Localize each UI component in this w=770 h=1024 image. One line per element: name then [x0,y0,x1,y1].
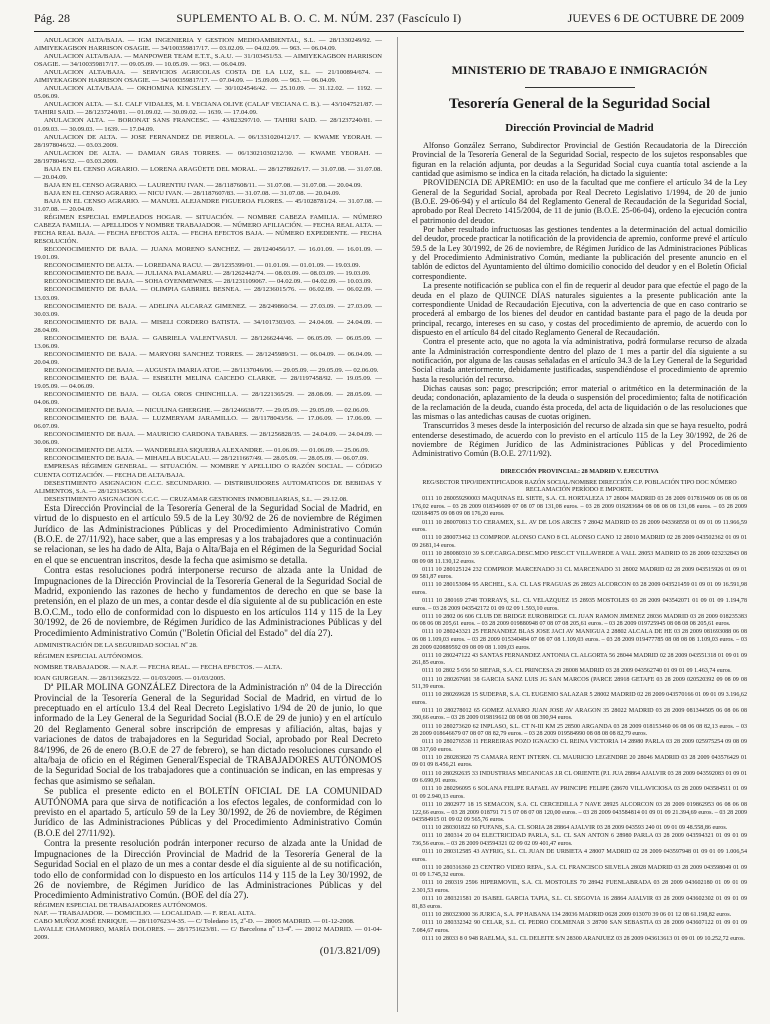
debtor-record: 0111 10 280247122 43 SANTAS FERNANDEZ ANTONIA CL ALGORTA 56 28044 MADRID 02 28 2009 043551318 01 09 01 09 261,85 euros. [412,652,747,667]
notice-paragraph: Dª PILAR MOLINA GONZÁLEZ Directora de la Administración nº 04 de la Dirección Provincial de la Tesorería General de la Seguridad Social de Madrid, en virtud de lo preceptuado en el artículo 13.4 del Real Decreto Legislativo 1/94 de 20 de junio, lo que informado de la Ley General de la Seguridad Social (B.O.E de 29 de junio) y en el artículo 20 del Reglamento General sobre inscripción de empresas y afiliación, altas, bajas y variaciones de datos de trabajadores en la Seguridad Social, aprobado por Real Decreto 84/1996, de 26 de enero (B.O.E de 27 de febrero), se han dictado resoluciones cursando el alta/baja de oficio en el Régimen General/Especial de TRABAJADORES AUTÓNOMOS de la Seguridad Social de los trabajadores que a continuación se indican, en las empresas y fechas que asimismo se señalan. [34,683,382,787]
list-item: RÉGIMEN ESPECIAL DE TRABAJADORES AUTÓNOMOS. [34,901,207,909]
list-item: RECONOCIMIENTO DE BAJA. — SOHA OYENMEWNES. — 28/1231109067. — 04.02.09. — 04.02.09. — 10.03.09. [44,278,373,286]
debtor-record: 0111 10 280314 20 04 ELECTRICIDAD PARLA, S.L. CL SAN ANTON 6 28980 PARLA 03 28 2009 043594321 01 09 01 09 736,56 euros. – 03 28 2009 043594321 02 09 02 09 401,47 euros. [412,833,747,847]
debtor-record: 0111 10 280269628 15 SUDEPAR, S.A. CL EUGENIO SALAZAR 5 28002 MADRID 02 28 2009 043570166 01 09 01 09 3.196,62 euros. [412,692,747,706]
notice-text-alzada [34,504,382,639]
list-item: RÉGIMEN ESPECIAL EMPLEADOS HOGAR. — SITUACIÓN. — NOMBRE CABEZA FAMILIA. — NÚMERO CABEZA FAMILIA. — APELLIDOS Y NOMBRE TRABAJADOR. — NÚMERO AFILIACIÓN. — FECHA REAL ALTA. — FECHA REAL BAJA. — FECHA EFECTOS ALTA. — FECHA EFECTOS BAJA. — NÚMERO EXPEDIENTE. — FECHA RESOLUCIÓN. [34,214,382,246]
debtor-record: 0111 10 280169 2748 TORRAYS, S.L. CL VELAZQUEZ 15 28935 MOSTOLES 03 28 2009 043542071 01 09 01 09 1.194,78 euros. – 03 28 2009 043542172 01 09 02 09 1.593,10 euros. [412,598,747,612]
page-header [34,11,744,32]
providencia-paragraph: Dichas causas son: pago; prescripción; error material o aritmético en la determinación de la deuda; condonación, aplazamiento de la deuda o suspensión del procedimiento; falta de notificación de la reclamación de la deuda, cuando ésta proceda, del acta de liquidación o de las resoluciones que las mismas o las antedichas causas de cuotas originen. [412,383,747,421]
debtor-record: 0111 10 2802 06 606 CLUB DE BRIDGE EUROBRIDGE CL JUAN RAMON JIMENEZ 28036 MADRID 03 28 2009 018235383 06 08 06 08 205,61 euros. – 03 28 2009 019880948 07 08 07 08 205,61 euros. – 03 28 2009 019725945 08 08 08 08 205,61 euros. [412,613,747,628]
list-item: LAVALLE CHAMORRO, MARÍA DOLORES. — 28/1751623/81. — C/ Barcelona nº 13-4º. — 28012 MADRID. — 01-04-2009. [34,925,382,941]
list-item: DESESTIMIENTO ASIGNACION C.C.C. SECUNDARIO. — DISTRIBUIDORES AUTOMATICOS DE BEBIDAS Y ALIMENTOS, S.A. — 28/123134536/3. [34,479,382,495]
list-item: RECONOCIMIENTO DE BAJA. — ADELINA ALCARAZ GIMENEZ. — 28/249860/34. — 27.03.09. — 27.03.09. — 30.03.09. [34,302,382,318]
list-item: ANULACION ALTA/BAJA. — OKHOMINA KINGSLEY. — 30/1024546/42. — 25.10.09. — 31.12.02. — 1192. — 05.06.09. [34,85,382,101]
list-item: ANULACION ALTA/BAJA. — SERVICIOS AGRICOLAS COSTA DE LA LUZ, S.L. — 21/100894/674. — AIMIYEKAGBON HARRISON OSAGIE. — 34/100359817/17. — 07.04.09. — 15.09.09. — 963. — 06.04.09. [34,69,382,85]
direccion-ejecutiva-title: DIRECCIÓN PROVINCIAL: 28 MADRID V. EJECUTIVA [500,467,659,475]
providencia-paragraph: Transcurridos 3 meses desde la interposición del recurso de alzada sin que se haya resuelto, podrá entenderse desestimado, de acuerdo con lo previsto en el artículo 115 de la Ley 30/1992, de 26 de noviembre de Régimen Jurídico de las Administraciones Públicas y del Procedimiento Administrativo Común (B.O.E. 27/11/92). [412,421,747,459]
notice-paragraph: Contra estas resoluciones podrá interponerse recurso de alzada ante la Unidad de Impugnaciones de la Dirección Provincial de la Tesorería General de la Seguridad Social de Madrid, exponiendo las razones de hecho y fundamentos de derecho en que se base la pretensión, en el plazo de un mes, a contar desde el día siguiente al de su publicación en este B.O.C.M., todo ello de conformidad con lo dispuesto en los artículos 114 y 115 de la Ley 30/1992, de 26 de noviembre, de Régimen Jurídico de las Administraciones Públicas y del Procedimiento Administrativo Común ("Boletín Oficial del Estado" del día 27). [34,566,382,639]
debtor-record: 0111 10 280278012 65 GOMEZ ALVARO JUAN JOSE AV ARAGON 35 28022 MADRID 03 28 2009 081344505 06 08 06 08 390,66 euros. – 03 28 2009 019819612 08 08 08 08 390,94 euros. [412,707,747,722]
list-item: RECONOCIMIENTO DE BAJA. — JUANA MORENO SANCHEZ. — 28/1240456/17. — 16.01.09. — 16.01.09. — 19.01.09. [34,246,382,262]
debtor-record: 0111 10 280296095 6 SOLANA FELIPE RAFAEL AV PRINCIPE FELIPE (28670 VILLAVICIOSA 03 28 2009 043584511 01 09 01 09 2.940,13 euros. [412,786,747,800]
list-item: ANULACION ALTA. — BORONAT SANS FRANCESC. — 43/823297/10. — TAHIRI SAID. — 28/1237240/81. — 01.09.03. — 30.09.03. — 1639. — 17.04.09. [34,117,382,133]
debtor-record: 0111 10 280153084 95 ARCHEL, S.A. CL LAS FRAGUAS 26 28923 ALCORCON 03 28 2009 043521459 01 09 01 09 16.591,98 euros. [412,582,747,596]
debtor-record: 0111 10 280059290003 MAQUINAS EL SIETE, S.A. CL HORTALEZA 17 28004 MADRID 03 28 2009 017819409 06 08 06 08 176,02 euros. – 03 28 2009 018346609 07 08 07 08 131,08 euros. – 03 28 2009 019283684 08 08 08 08 131,08 euros. – 03 28 2009 020184875 09 08 09 08 176,20 euros. [412,496,747,518]
direccion-title: Dirección Provincial de Madrid [505,122,654,134]
list-item: RECONOCIMIENTO DE BAJA. — GABRIELA VALENTVASUI. — 28/1266244/46. — 06.05.09. — 06.05.09. — 13.06.09. [34,334,382,350]
list-item: RECONOCIMIENTO DE BAJA. — NICULINA GHERGHE. — 28/1246638/77. — 29.05.09. — 29.05.09. — 02.06.09. [44,407,370,415]
debtor-record: 0111 10 280312585 43 AYFRIG, S.L. CL JUAN DE URBIETA 4 28007 MADRID 02 28 2009 043597948 01 09 01 09 1.006,54 euros. [412,849,747,863]
left-column [34,37,382,1009]
list-item: RECONOCIMIENTO DE BAJA. — JULIANA PALAMARU. — 28/1262442/74. — 08.03.09. — 08.03.09. — 19.03.09. [44,270,371,278]
list-item: NAF. — TRABAJADOR. — DOMICILIO. — LOCALIDAD. — F. REAL ALTA. [34,909,256,917]
list-item: RECONOCIMIENTO DE BAJA. — MAURICIO CARDONA TABARES. — 28/1256828/35. — 24.04.09. — 24.04.09. — 30.06.09. [34,431,382,447]
list-item: RECONOCIMIENTO DE BAJA. — LUZMERYAM JARAMILLO. — 28/1178043/56. — 17.06.09. — 17.06.09. — 06.07.09. [34,415,382,431]
debtor-record: 0111 10 280323000 36 JURICA, S.A. PP HABANA 134 28036 MADRID 0628 2009 013070 39 06 01 12 08 61.198,82 euros. [422,911,732,918]
debtor-records [412,496,747,943]
list-item: ANULACION DE ALTA. — DAMIAN GRAS TORRES. — 06/13021030212/30. — KWAME YEORAH. — 28/1978046/32. — 03.03.2009. [34,149,382,165]
notice-paragraph: Contra la presente resolución podrán interponer recurso de alzada ante la Unidad de Impugnaciones de la Dirección Provincial de Madrid de la Tesorería General de la Seguridad Social en el plazo de un mes a contar desde el día siguiente al de su notificación, todo ello de conformidad con lo dispuesto en los artículos 114 y 115 de la Ley 30/1992, de 26 de noviembre, de Régimen Jurídico de las Administraciones Públicas y del Procedimiento Administrativo Común. (BOE del día 27). [34,839,382,902]
list-item: BAJA EN EL CENSO AGRARIO. — LAURENTIU IVAN. — 28/1187608/11. — 31.07.08. — 31.07.08. — 20.04.09. [44,181,363,189]
list-item: RECONOCIMIENTO DE ALTA. — WANDERLEIA SIQUEIRA ALEXANDRE. — 01.06.09. — 01.06.09. — 25.06.09. [44,447,370,455]
list-item: NOMBRE TRABAJADOR. — N.A.F. — FECHA REAL. — FECHA EFECTOS. — ALTA. [34,664,283,672]
debtor-record: 0111 10 280276538 11 FERREIRAS POZO IGNACIO CL REINA VICTORIA 14 28980 PARLA 03 28 2009 025975254 09 08 09 08 317,60 euros. [412,739,747,753]
list-item: RECONOCIMIENTO DE BAJA. — ESBELTH MELINA CAICEDO CLARKE. — 28/1197458/92. — 19.05.09. — 19.05.09. — 04.06.09. [34,374,382,391]
debtor-record: 0111 10 2802977 18 15 SEMACON, S.A. CL CERCEDILLA 7 NAVE 28925 ALCORCON 03 28 2009 019862953 06 08 06 08 122,66 euros. – 03 28 2009 018791 71 5 07 08 07 08 120,00 euros. – 03 28 2009 043584814 01 09 01 09 21.394,69 euros. – 03 28 2009 043584915 01 09 02 09 565,76 euros. [412,802,747,824]
notice-list-altas-bajas [34,37,382,504]
debtor-record: 0111 10 280332342 90 CELAR, S.L. CL PEDRO COLMENAR 3 28700 SAN SEBASTIA 03 28 2009 043607122 01 09 01 09 7.084,67 euros. [412,919,747,934]
list-item: ANULACION ALTA/BAJA. — IGM INGENIERIA Y GESTION MEDIOAMBIENTAL, S.L. — 28/1330249/92. — AIMIYEKAGBON HARRISON OSAGIE. — 34/100359817/17. — 03.02.09. — 04.02.09. — 963. — 06.04.09. [34,37,382,53]
list-item: RÉGIMEN ESPECIAL AUTÓNOMOS. [34,653,143,661]
providencia-paragraph: PROVIDENCIA DE APREMIO: en uso de la facultad que me confiere el artículo 34 de la Ley General de la Seguridad Social, aprobada por Real Decreto Legislativo 1/1994, de 20 de junio (B.O.E. 29-06-94) y el artículo 84 del Reglamento General de Recaudación de la Seguridad Social, aprobado por Real Decreto 1415/2004, de 11 de junio (B.O.E. 25-06-04), ordeno la ejecución contra el patrimonio del deudor. [412,178,747,225]
edict-reference: (01/3.821/09) [319,944,380,957]
list-item: BAJA EN EL CENSO AGRARIO. — NICU IVAN. — 28/1187607/83. — 31.07.08. — 31.07.08. — 20.04.09. [44,189,341,197]
tesoreria-title: Tesorería General de la Seguridad Social [448,96,711,112]
debtor-record: 0111 10 280301822 60 FUFANS, S.A. CL SORIA 28 28864 AJALVIR 03 28 2009 043593 240 01 09 01 09 48.558,86 euros. [422,825,728,832]
debtor-record: 0111 10 280125124 232 COMPROP. MARCENADO 31 CL MARCENADO 31 28002 MADRID 02 28 2009 043515926 01 09 01 09 581,87 euros. [412,566,747,581]
debtor-record: 0111 10 280073462 13 COMPROP. ALONSO CANO 8 CL ALONSO CANO 12 28010 MADRID 02 28 2009 043502362 01 09 01 09 2681,14 euros. [412,535,747,549]
providencia-paragraph: La presente notificación se publica con el fin de requerir al deudor para que efectúe el pago de la deuda en el plazo de QUINCE DÍAS naturales siguientes a la presente publicación ante la correspondiente Unidad de Recaudación Ejecutiva, con la advertencia de que en caso contrario se procederá al embargo de los bienes del deudor en cantidad bastante para el pago de la deuda por principal, recargo, intereses en su caso, y costas del procedimiento de apremio, de acuerdo con lo dispuesto en el artículo 84 del citado Reglamento General de Recaudación. [412,281,747,337]
ministry-title: MINISTERIO DE TRABAJO E INMIGRACIÓN [451,63,708,77]
list-item: RECONOCIMIENTO DE BAJA. — OLIMPIA GABRIEL BESNEA. — 28/1236015/76. — 06.02.09. — 06.02.09. — 13.03.09. [34,286,382,302]
publication-title: SUPLEMENTO AL B. O. C. M. NÚM. 237 (Fascículo I) [176,11,462,25]
list-item: EMPRESAS RÉGIMEN GENERAL. — SITUACIÓN. — NOMBRE Y APELLIDO O RAZÓN SOCIAL. — CÓDIGO CUENTA COTIZACIÓN. — FECHA DE ALTA/BAJA. [34,463,382,479]
list-item: ANULACION ALTA/BAJA. — MANPOWER TEAM E.T.T., S.A.U. — 31/103451/53. — AIMIYEKAGBON HARRISON OSAGIE. — 34/100359817/17. — 09.05.09. — 10.05.09. — 963. — 06.04.09. [34,53,382,69]
providencia-paragraph: Contra el presente acto, que no agota la vía administrativa, podrá formularse recurso de alzada ante la Administración correspondiente dentro del plazo de 1 mes a partir del día siguiente a su notificación, por alguna de las causas señaladas en el artículo 34.3 de la Ley General de la Seguridad Social citada anteriormente, debidamente justificadas, suspendiéndose el procedimiento de apremio hasta la resolución del recurso. [412,337,747,384]
debtor-record: 0111 10 280243321 25 FERNANDEZ BLAS JOSE JACI AV MANIGUA 2 28802 ALCALA DE HE 03 28 2009 081693088 06 08 06 08 1.109,03 euros. – 03 28 2009 015340484 07 08 07 08 1.109,03 euros. – 03 28 2009 019477785 08 08 08 08 1.109,03 euros. – 03 28 2009 020889592 09 08 09 08 1.109,03 euros. [412,629,747,651]
list-item: BAJA EN EL CENSO AGRARIO. — LORENA ARAGÜETE DEL MORAL. — 28/1278926/17. — 31.07.08. — 31.07.08. — 20.04.09. [34,165,382,181]
debtor-record: 0111 10 280292635 33 INDUSTRIAS MECANICAS J.R CL ORIENTE (P.I. JUA 28864 AJALVIR 03 28 2009 043592083 01 09 01 09 6.690,91 euros. [412,770,747,785]
debtor-record: 0111 10 280273620 62 INPLASO, S.L. CT N-III KM 25 28500 ARGANDA 03 28 2009 018153460 06 08 06 08 82,13 euros. – 03 28 2009 018646679 07 08 07 08 82,79 euros. – 03 28 2009 019584990 08 08 08 08 82,79 euros. [412,723,747,738]
issue-date: JUEVES 6 DE OCTUBRE DE 2009 [567,11,744,25]
debtor-record: 0111 10 2802 5 656 50 SIEFAR, S.A. CL PRINCESA 29 28008 MADRID 03 28 2009 043562740 01 09 01 09 1.463,74 euros. [422,668,732,675]
list-item: BAJA EN EL CENSO AGRARIO. — MANUEL ALEJANDRE FIGUEROA FLORES. — 45/1028781/24. — 31.07.08. — 31.07.08. — 20.04.09. [34,197,382,213]
list-item: ANULACION DE ALTA. — JOSE FERNANDEZ DE PIEROLA. — 06/1331020412/17. — KWAME YEORAH. — 28/1978046/32. — 03.03.2009. [34,133,382,149]
providencia-paragraph: Por haber resultado infructuosas las gestiones tendentes a la determinación del actual domicilio del deudor, procede practicar la notificación de la providencia de apremio, conforme prevé el artículo 59.5 de la Ley 30/1992, de 26 de noviembre, de Régimen Jurídico de las Administraciones Públicas y del Procedimiento Administrativo Común, mediante la publicación del presente anuncio en el tablón de edictos del Ayuntamiento del último domicilio conocido del deudor y en el Boletín Oficial correspondiente. [412,225,747,281]
debtor-record: 0111 10 28033 8 0 948 RAELMA, S.L. CL DELEITE S/N 28300 ARANJUEZ 03 28 2009 043613613 01 09 01 09 10.252,72 euros. [422,935,745,942]
list-item: DESESTIMIENTO ASIGNACION C.C.C. — CRUZAMAR GESTIONES INMOBILIARIAS, S.L. — 29.12.08. [44,495,348,503]
notice-paragraph: Esta Dirección Provincial de la Tesorería General de la Seguridad Social de Madrid, en virtud de lo dispuesto en el artículo 59.5 de la Ley 30/92 de 26 de noviembre de Régimen Jurídico de las Administraciones Públicas y del Procedimiento Administrativo Común (B.O.E. de 27/11/92), hace saber, que a las empresas y a los trabajadores que a continuación se relacionan, se les ha dado de Alta, Baja o Alta/Baja en el Régimen de la Seguridad Social en el que se encuentran inscritos, desde la fecha que asimismo se detalla. [34,503,382,566]
debtor-record: 0111 10 280316360 23 CENTRO VIDEO REPA., S.A. CL FRANCISCO SILVELA 28028 MADRID 03 28 2009 043598049 01 09 01 09 1.745,32 euros. [412,864,747,879]
providencia-paragraph: Alfonso González Serrano, Subdirector Provincial de Gestión Recaudatoria de la Dirección Provincial de la Tesorería General de la Seguridad Social, respecto de los sujetos responsables que figuran en la relación adjunta, por deudas a la Seguridad Social cuya cuantía total asciende a la cantidad que asimismo se indica en la citada relación, ha dictado la siguiente: [412,141,747,179]
records-header: REG/SECTOR TIPO/IDENTIFICADOR RAZÓN SOCIAL/NOMBRE DIRECCIÓN C.P. POBLACIÓN TIPO DOC NÚMERO RECLAMACIÓN PERÍODO E IMPORTE. [422,479,737,494]
column-divider [397,37,398,1012]
debtor-record: 0111 10 280267681 38 GARCIA SANZ LUIS JG SAN MARCOS (PARCE 28918 GETAFE 03 28 2009 020520392 09 08 09 08 511,39 euros. [412,676,747,691]
debtor-record: 0111 10 280321581 20 ISABEL GARCIA TAPIA, S.L. CL SEGOVIA 16 28864 AJALVIR 03 28 2009 043602302 01 09 01 09 81,83 euros. [412,896,747,910]
notice-paragraph: Se publica el presente edicto en el BOLETÍN OFICIAL DE LA COMUNIDAD AUTÓNOMA para que sirva de notificación a los efectos legales, de conformidad con lo previsto en el apartado 5, artículo 59 de la Ley 30/1992, de 26 de noviembre, de Régimen Jurídico de las Administraciones Públicas y del Procedimiento Administrativo Común (B.O.E del 27/11/92). [34,787,382,839]
debtor-record: 0111 10 280319 2596 HIPERMOVIL, S.A. CL MOSTOLES 70 28942 FUENLABRADA 03 28 2009 043602180 01 09 01 09 2.301,53 euros. [412,880,747,894]
debtor-record: 0111 10 280283820 75 CAMARA RENT INTERN. CL MAURICIO LEGENDRE 20 28046 MADRID 03 28 2009 043576429 01 09 01 09 8.456,21 euros. [412,754,747,769]
list-item: RECONOCIMIENTO DE BAJA. — MIHAELA BUCALAU. — 28/1211667/49. — 28.05.09. — 28.05.09. — 06.07.09. [44,455,369,463]
notice-list-autonomos [34,902,382,942]
page-number: Pág. 28 [34,11,70,25]
debtor-record: 0111 10 280070813 T.O CERAMEX, S.L. AV DE LOS ARCES 7 28042 MADRID 03 28 2009 043368558 01 09 01 09 11.966,59 euros. [412,519,747,534]
right-column [412,37,747,1017]
list-item: RECONOCIMIENTO DE BAJA. — AUGUSTA IMARIA ATOE. — 28/1137046/06. — 29.05.09. — 29.05.09. — 02.06.09. [44,366,379,374]
list-item: ANULACION ALTA. — S.I. CALF VIDALES, M. I. VECIANA OLIVE (CALAF VECIANA C. B.). — 43/1047521/87. — TAHIRI SAID. — 28/1237240/81. — 01.09.02. — 30.09.02. — 1639. — 17.04.09. [34,101,382,117]
notice-text-administracion-04 [34,683,382,902]
list-item: IOAN GIURGEAN. — 28/1136623/22. — 01/03/2005. — 01/03/2005. [34,675,226,683]
providencia-text [412,141,747,459]
list-item: RECONOCIMIENTO DE BAJA. — MARYORI SANCHEZ TORRES. — 28/1245989/31. — 06.04.09. — 06.04.09. — 20.04.09. [34,350,382,366]
title-rule [525,87,635,88]
list-item: RECONOCIMIENTO DE ALTA. — LOREDANA RACU. — 28/1235399/01. — 01.01.09. — 01.01.09. — 19.03.09. [44,262,361,270]
list-item: CABO MUÑOZ JOSÉ ENRIQUE. — 28/1107623/4-35. — C/ Toledano 15, 2º-D. — 28005 MADRID. — 01-12-2008. [34,917,355,925]
list-item: RECONOCIMIENTO DE BAJA. — MISELI CORDERO BATISTA. — 34/1017303/03. — 24.04.09. — 24.04.09. — 28.04.09. [34,318,382,334]
debtor-record: 0111 10 280080310 39 S.OF.CARGA.DESC.MDO PESC.CT VILLAVERDE A VALL 28053 MADRID 03 28 2009 023232843 08 08 09 08 11.130,12 euros. [412,551,747,565]
list-item: RECONOCIMIENTO DE BAJA. — OLGA OROS CHINCHILLA. — 28/1221365/29. — 28.08.09. — 28.05.09. — 04.06.09. [34,391,382,407]
notice-list-autonomos-28 [34,642,382,683]
list-item: ADMINISTRACIÓN DE LA SEGURIDAD SOCIAL Nº 28. [34,642,198,649]
